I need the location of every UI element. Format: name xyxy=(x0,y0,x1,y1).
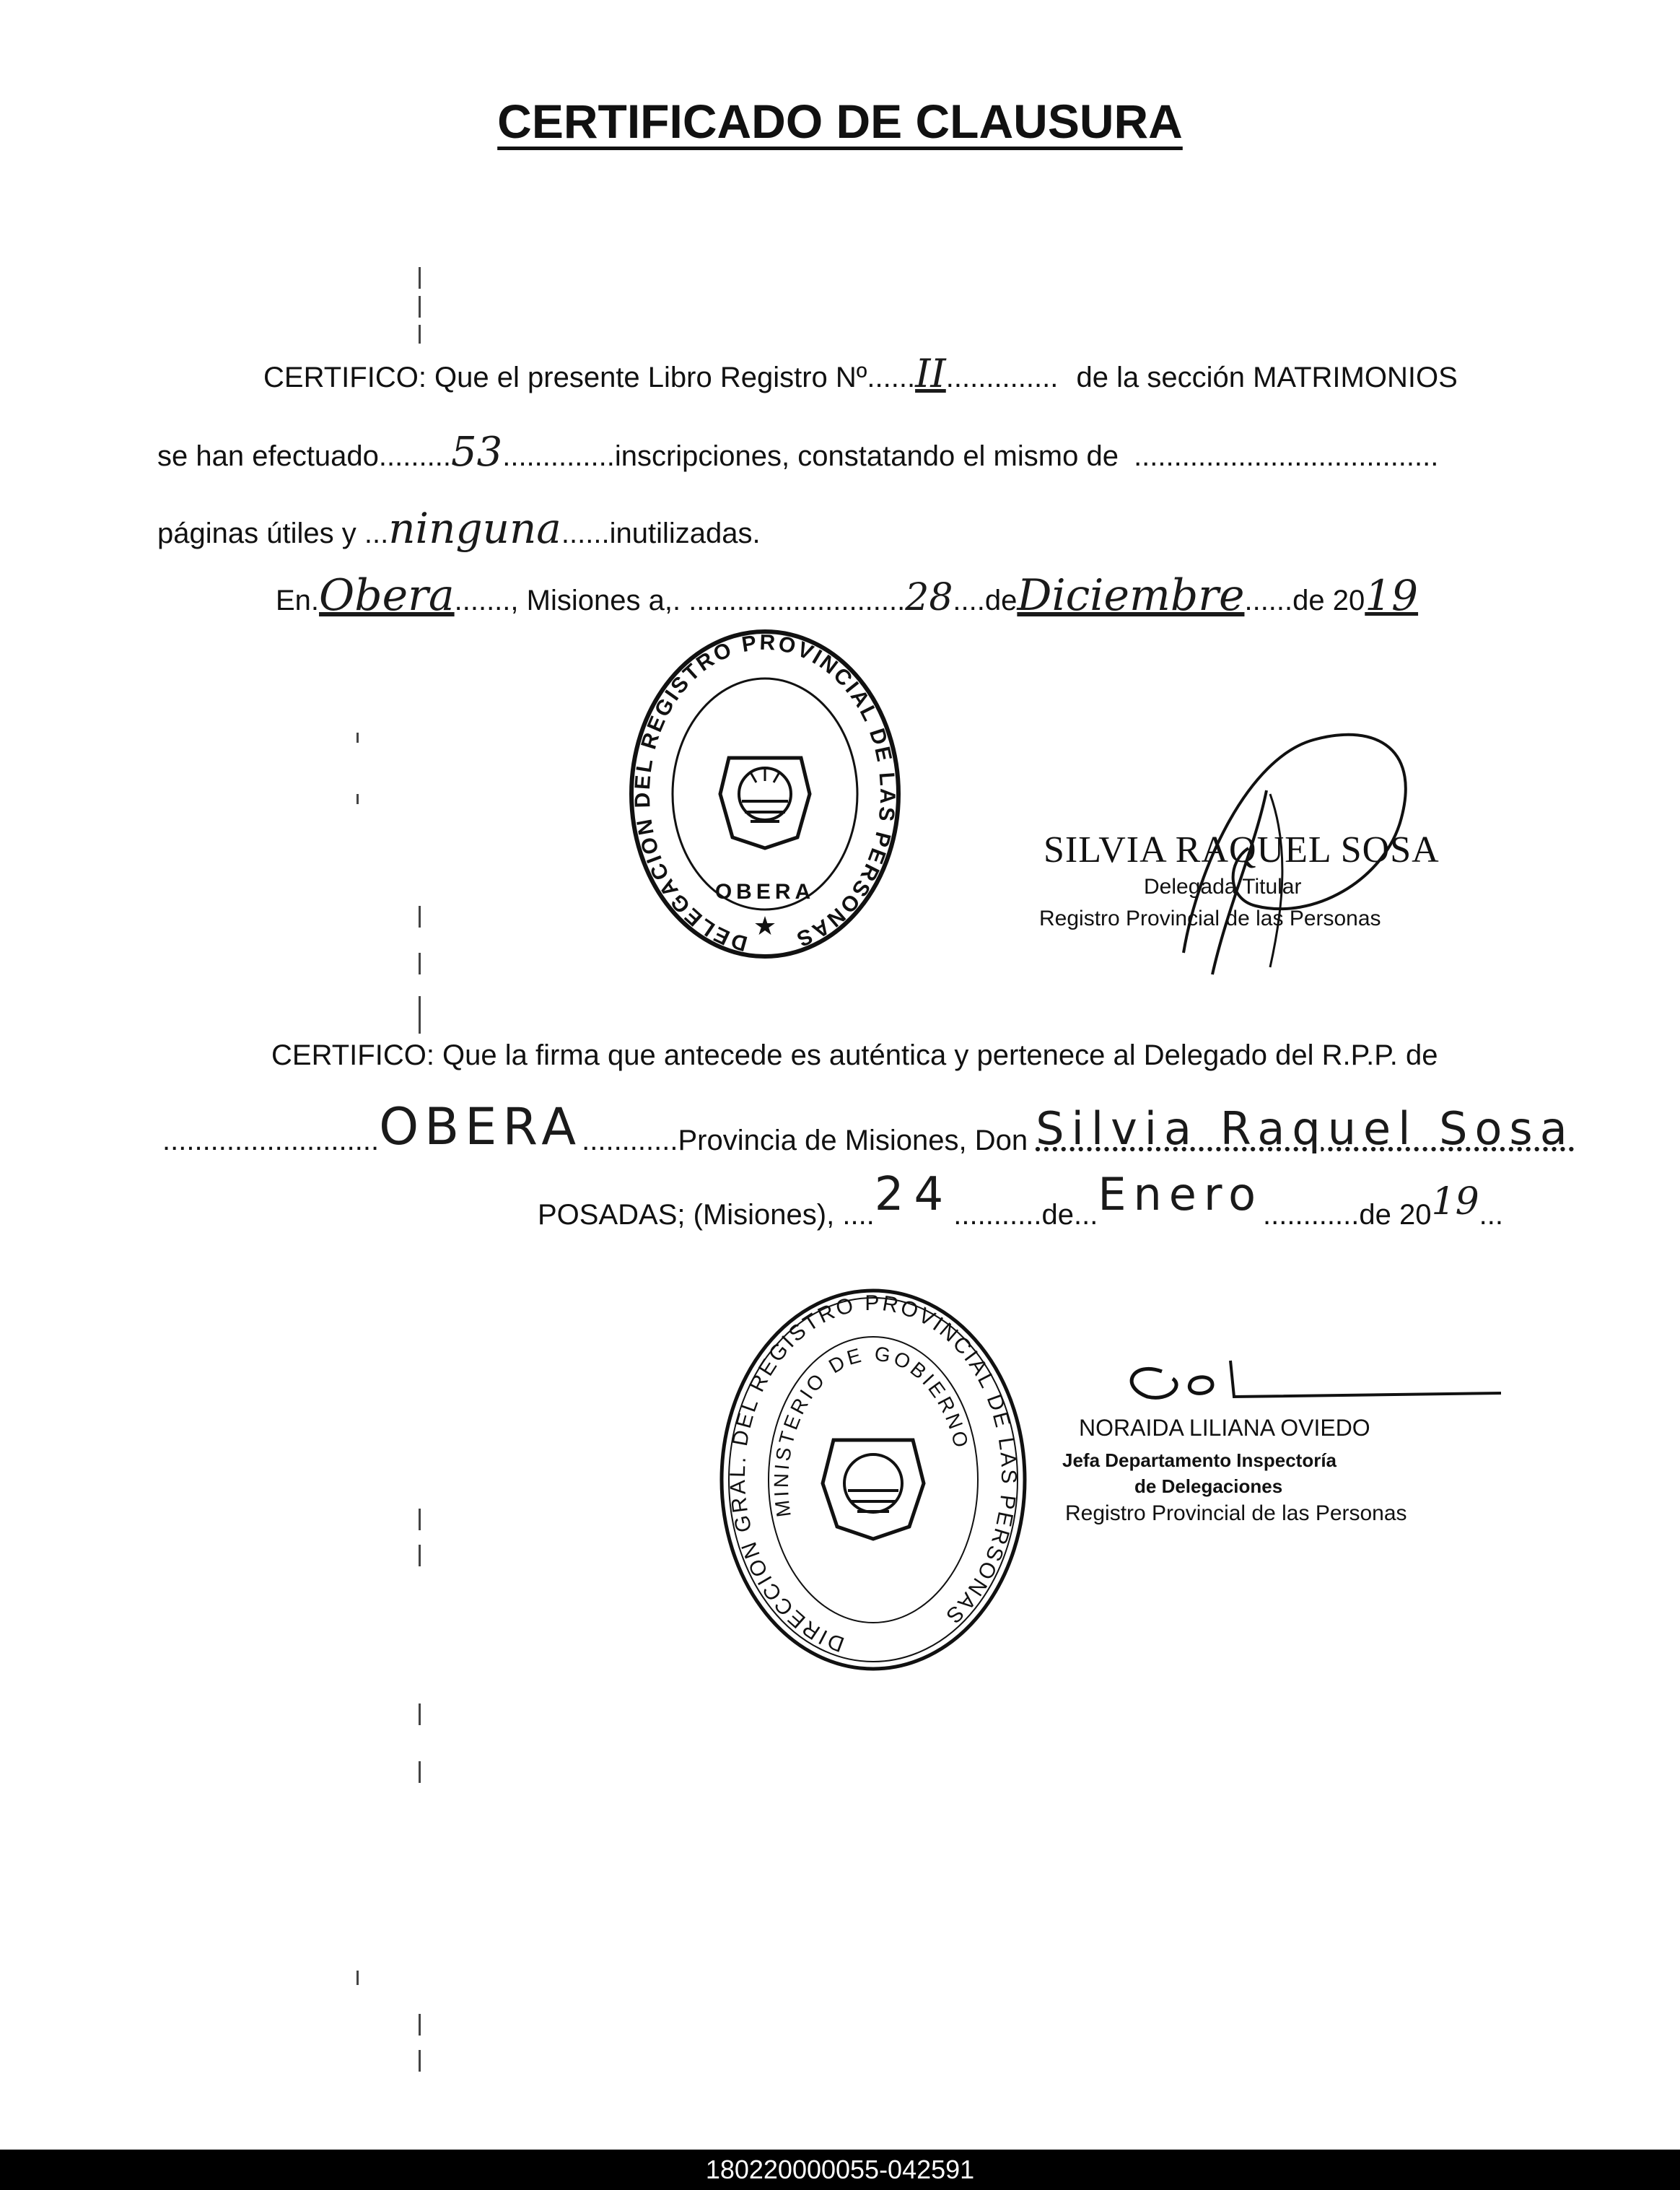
scan-mark xyxy=(419,953,421,974)
scan-mark xyxy=(419,996,421,1018)
certifico2-line-3: POSADAS; (Misiones), ....24...........de...Enero............de 2019... xyxy=(538,1168,1503,1231)
handwritten-mes: Diciembre xyxy=(1017,570,1245,621)
scan-mark xyxy=(356,1971,359,1985)
certifico-line-3: páginas útiles y ...ninguna......inutilizadas. xyxy=(157,504,761,553)
signature1-org: Registro Provincial de las Personas xyxy=(1039,907,1381,930)
scan-mark xyxy=(419,1018,421,1034)
handwritten-dia-2: 24 xyxy=(874,1168,954,1221)
handwritten-year-2: 19 xyxy=(1431,1180,1479,1223)
handwritten-inscripciones-count: 53 xyxy=(450,429,503,476)
star-icon: ★ xyxy=(753,911,777,941)
seal1-city: OBERA xyxy=(714,880,815,904)
scan-mark xyxy=(419,1761,421,1783)
handwritten-year: 19 xyxy=(1365,571,1419,620)
scan-mark xyxy=(419,267,421,289)
scan-mark xyxy=(356,794,359,804)
direccion-general-seal xyxy=(714,1285,1032,1675)
handwritten-dia: 28 xyxy=(905,576,953,619)
certifico-line-1: CERTIFICO: Que el presente Libro Registro Nº......II.............. de la sección MATRIMONIOS xyxy=(263,351,1458,396)
scan-mark xyxy=(419,1545,421,1566)
seal2-inner-text: MINISTERIO DE GOBIERNO xyxy=(769,1342,974,1519)
delegacion-obera-seal xyxy=(621,628,909,967)
document-id-footer: 180220000055-042591 xyxy=(0,2150,1680,2190)
certifico2-line-2: ...........................OBERA............Provincia de Misiones, Don Silvia Raquel Sosa xyxy=(162,1097,1575,1156)
handwritten-nombre: Silvia Raquel Sosa xyxy=(1036,1102,1575,1155)
document-title: CERTIFICADO DE CLAUSURA xyxy=(497,95,1183,148)
certifico2-line-1: CERTIFICO: Que la firma que antecede es auténtica y pertenece al Delegado del R.P.P. de xyxy=(271,1039,1438,1071)
handwritten-inutilizadas: ninguna xyxy=(388,504,561,553)
coat-of-arms-icon xyxy=(823,1440,924,1539)
certifico-line-4: En.Obera......., Misiones a,. ...........................28....deDiciembre......de 2019 xyxy=(276,570,1419,621)
scan-mark xyxy=(419,1509,421,1530)
signature-scribble-oviedo xyxy=(1104,1357,1508,1415)
signature2-role1: Jefa Departamento Inspectoría xyxy=(1062,1449,1337,1471)
svg-text:DIRECCION GRAL. DEL REGISTRO P xyxy=(726,1291,1020,1657)
scan-mark xyxy=(419,1703,421,1725)
scan-mark xyxy=(419,2050,421,2072)
scan-mark xyxy=(356,733,359,743)
signature1-role: Delegada Titular xyxy=(1144,875,1302,899)
handwritten-libro-number: II xyxy=(915,351,946,396)
signature2-name: NORAIDA LILIANA OVIEDO xyxy=(1079,1415,1370,1441)
handwritten-lugar-2: OBERA xyxy=(379,1097,582,1156)
seal1-ring-text: DELEGACION DEL REGISTRO PROVINCIAL DE LAS PERSONAS xyxy=(630,630,900,956)
scan-mark xyxy=(419,2014,421,2036)
signature2-role2: de Delegaciones xyxy=(1134,1475,1283,1497)
scan-mark xyxy=(419,906,421,928)
coat-of-arms-icon xyxy=(720,758,810,848)
signature2-org: Registro Provincial de las Personas xyxy=(1065,1501,1407,1525)
handwritten-lugar: Obera xyxy=(319,570,455,621)
scan-mark xyxy=(419,296,421,318)
signature1-name: SILVIA RAQUEL SOSA xyxy=(1044,829,1440,871)
scan-mark xyxy=(419,325,421,344)
seal2-ring-text: DIRECCION GRAL. DEL REGISTRO PROVINCIAL DE LAS PERSONAS xyxy=(725,1291,1021,1657)
certifico-line-2: se han efectuado.........53..............inscripciones, constatando el mismo de ...................................... xyxy=(157,429,1439,476)
handwritten-mes-2: Enero xyxy=(1098,1168,1264,1221)
